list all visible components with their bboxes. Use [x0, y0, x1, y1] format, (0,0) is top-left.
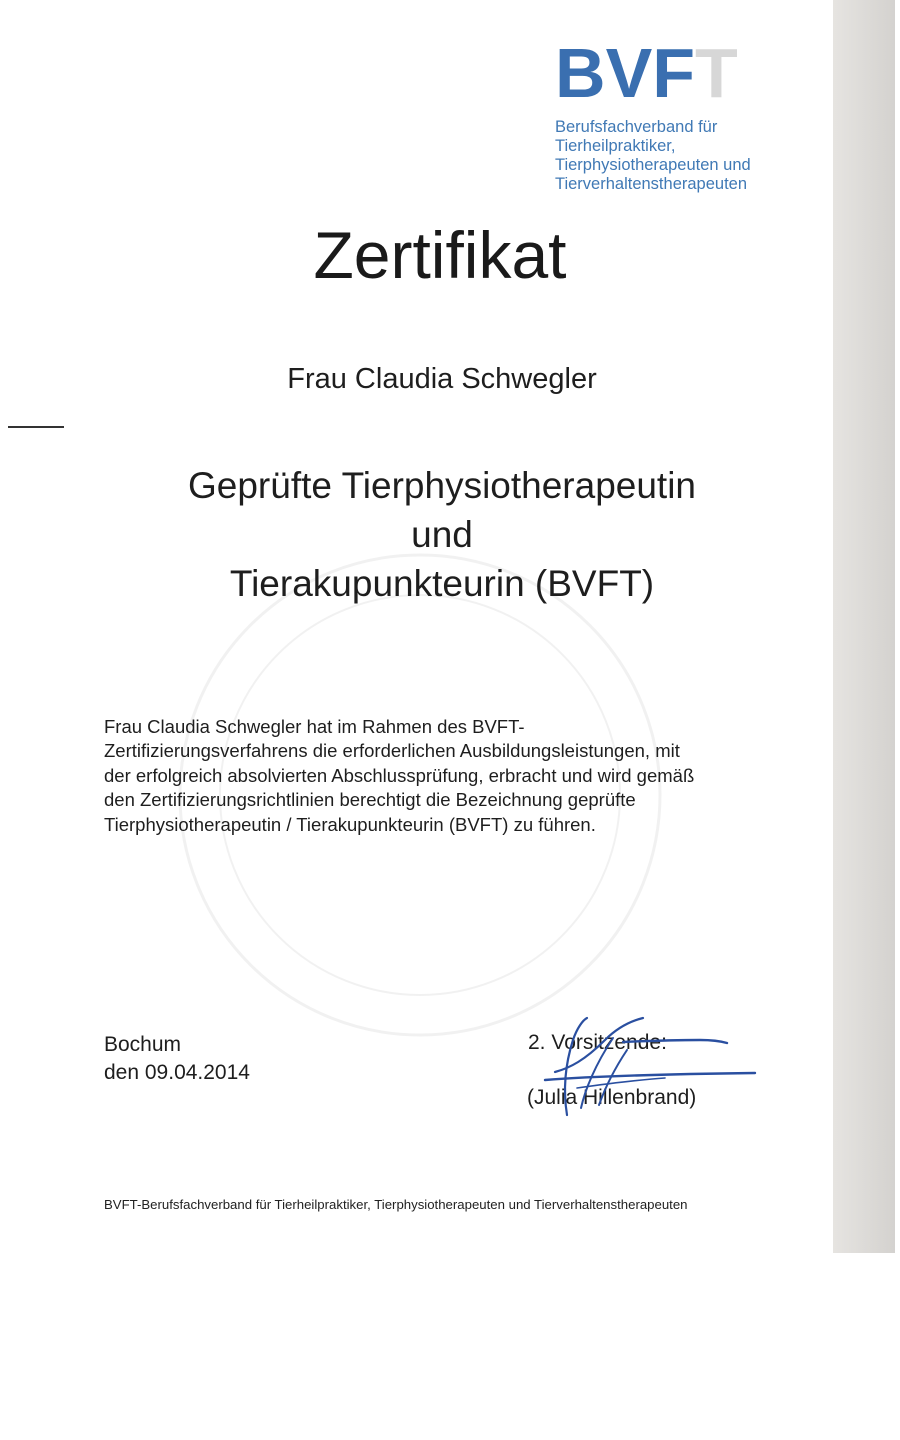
issue-place: Bochum	[104, 1033, 182, 1056]
logo-letter-b: B	[555, 34, 606, 112]
recipient-name: Frau Claudia Schwegler	[287, 363, 597, 395]
logo-subtitle-line: Tierheilpraktiker,	[555, 137, 676, 155]
logo-subtitle-line: Berufsfachverband für	[555, 118, 718, 136]
signer-role: 2. Vorsitzende:	[528, 1031, 667, 1054]
statement-line: der erfolgreich absolvierten Abschlussprüfung, erbracht und wird gemäß	[104, 764, 695, 786]
statement-line: Tierphysiotherapeutin / Tierakupunkteurin (BVFT) zu führen.	[104, 813, 596, 835]
designation-line: Geprüfte Tierphysiotherapeutin	[187, 465, 697, 506]
statement-line: Zertifizierungsverfahrens die erforderlichen Ausbildungsleistungen, mit	[104, 740, 680, 762]
place-and-date	[104, 1031, 250, 1087]
certificate-statement	[104, 715, 804, 837]
logo-subtitle-line: Tierverhaltenstherapeuten	[555, 175, 748, 193]
scan-edge-strip	[833, 0, 895, 1253]
statement-line: Frau Claudia Schwegler hat im Rahmen des BVFT-	[104, 716, 525, 737]
statement-line: den Zertifizierungsrichtlinien berechtigt die Bezeichnung geprüfte	[104, 789, 636, 811]
fold-mark	[8, 426, 64, 428]
bvft-logo	[555, 34, 795, 194]
logo-letter-f: F	[652, 34, 696, 112]
certificate-title: Zertifikat	[313, 218, 567, 292]
issue-date: den 09.04.2014	[104, 1061, 250, 1084]
logo-letter-t: T	[695, 34, 738, 112]
designation-line: und	[411, 514, 473, 555]
logo-subtitle	[555, 118, 795, 194]
handwritten-signature	[515, 1010, 765, 1125]
certified-designation	[0, 461, 884, 608]
designation-line: Tierakupunkteurin (BVFT)	[229, 563, 655, 604]
logo-letter-v: V	[605, 34, 653, 112]
bvft-logo-wordmark	[555, 34, 795, 112]
signer-name: (Julia Hillenbrand)	[527, 1086, 697, 1109]
logo-subtitle-line: Tierphysiotherapeuten und	[555, 156, 751, 174]
footer-organization: BVFT-Berufsfachverband für Tierheilpraktiker, Tierphysiotherapeuten und Tierverhaltenstherapeuten	[104, 1197, 688, 1212]
